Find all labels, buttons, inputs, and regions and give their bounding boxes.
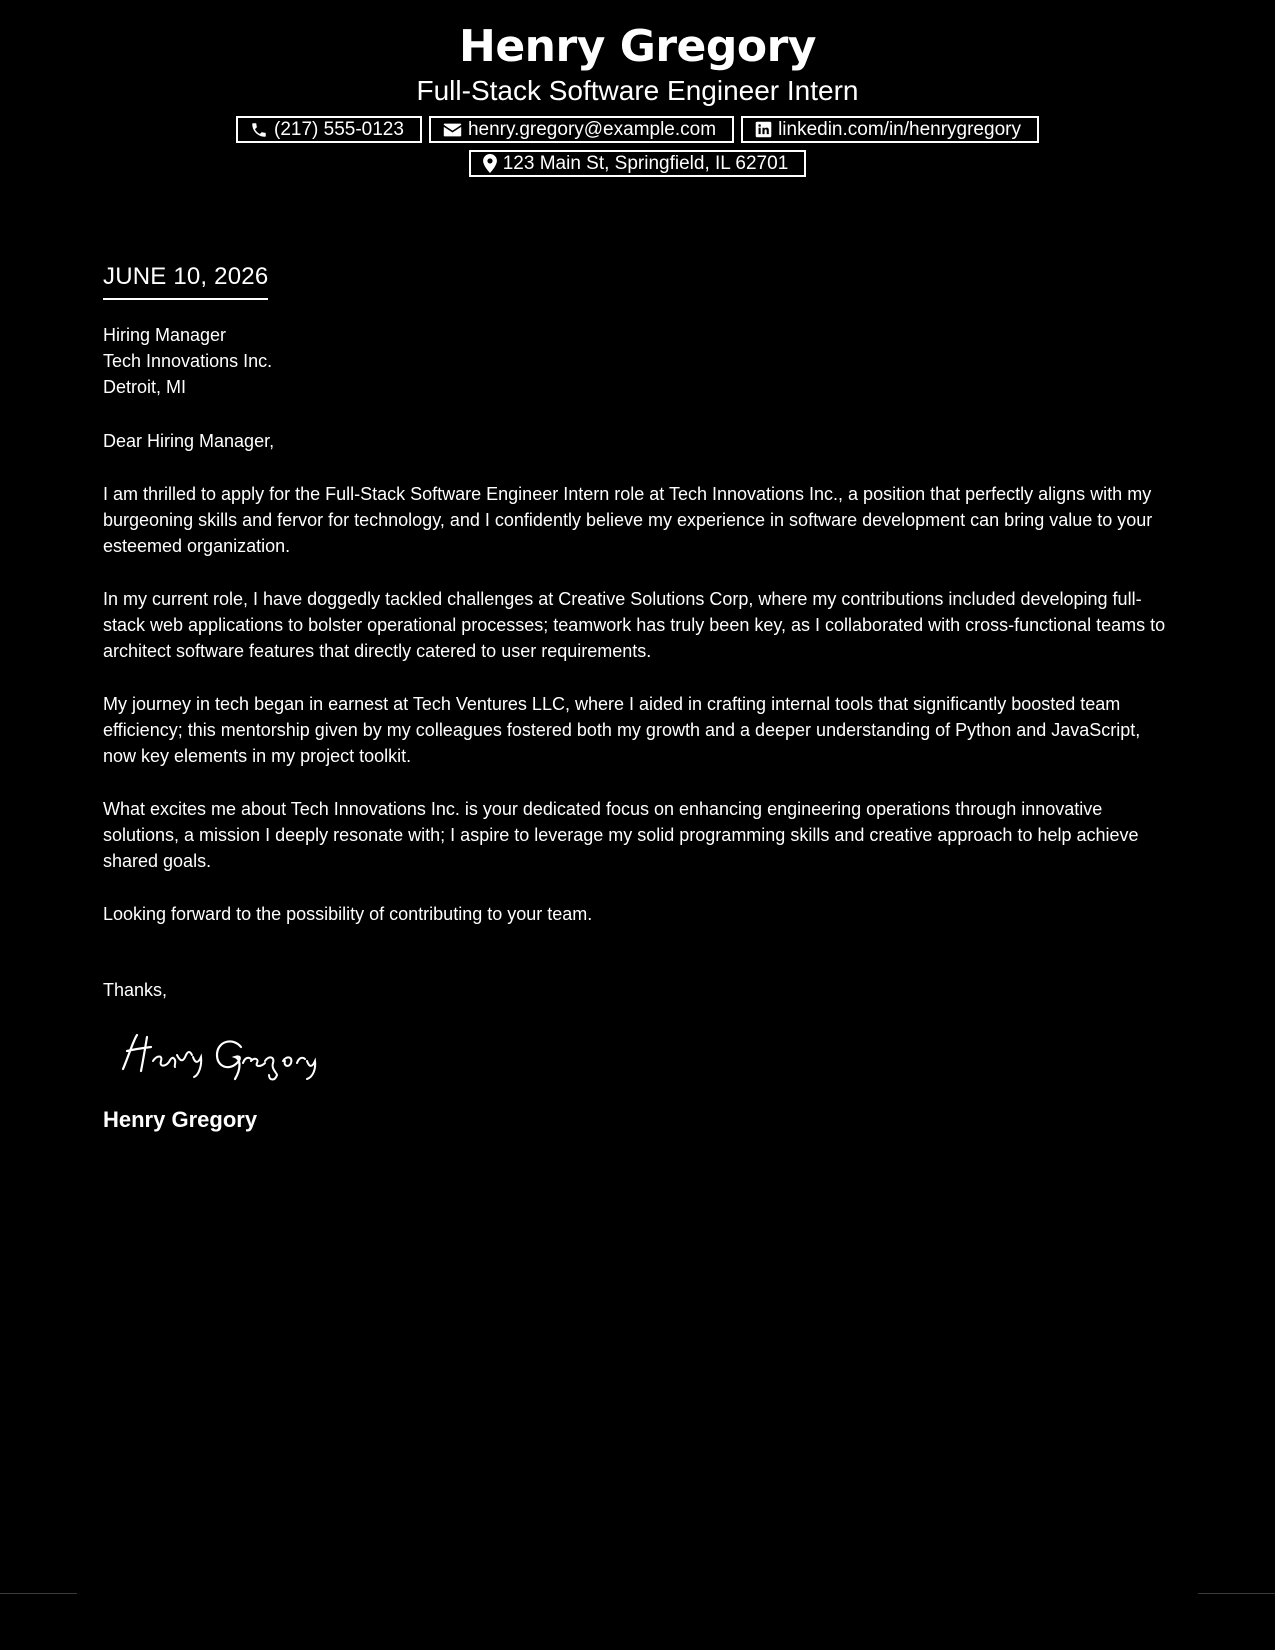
paragraph-motivation: What excites me about Tech Innovations Inc. is your dedicated focus on enhancing engineering operations through innovative solutions, a mission I deeply resonate with; I aspire to leverage my solid programming skills and creative approach to help achieve shared goals. xyxy=(103,799,1139,871)
phone-icon xyxy=(250,121,268,139)
applicant-role: Full-Stack Software Engineer Intern xyxy=(416,75,859,106)
paragraph-intro: I am thrilled to apply for the Full-Stack Software Engineer Intern role at Tech Innovations Inc., a position that perfectly aligns with my burgeoning skills and fervor for technology, and I confidently believe my experience in software development can bring value to your esteemed organization. xyxy=(103,484,1153,556)
letter-body xyxy=(103,262,1178,1134)
footer-rule-left xyxy=(0,1593,77,1594)
letter-header xyxy=(0,20,1275,184)
contact-row-primary xyxy=(0,116,1275,143)
signed-name: Henry Gregory xyxy=(103,1107,258,1132)
contact-linkedin[interactable] xyxy=(741,116,1039,143)
recipient-company: Tech Innovations Inc. xyxy=(103,351,273,371)
linkedin-text: linkedin.com/in/henrygregory xyxy=(778,118,1021,140)
contact-row-secondary xyxy=(0,150,1275,177)
paragraph-journey: My journey in tech began in earnest at Tech Ventures LLC, where I aided in crafting internal tools that significantly boosted team efficiency; this mentorship given by my colleagues fostered both my growth and a deeper understanding of Python and JavaScript, now key elements in my project toolkit. xyxy=(103,694,1141,766)
recipient-location: Detroit, MI xyxy=(103,377,187,397)
map-pin-icon xyxy=(483,154,497,173)
recipient-title: Hiring Manager xyxy=(103,325,227,345)
handwritten-signature xyxy=(117,1025,357,1085)
contact-phone[interactable] xyxy=(236,116,422,143)
contact-email[interactable] xyxy=(429,116,734,143)
contact-address[interactable] xyxy=(469,150,807,177)
letter-date: JUNE 10, 2026 xyxy=(103,262,268,300)
footer-rule-right xyxy=(1198,1593,1275,1594)
closing: Thanks, xyxy=(103,980,168,1000)
paragraph-current-role: In my current role, I have doggedly tackled challenges at Creative Solutions Corp, where my contributions included developing full-stack web applications to bolster operational processes; teamwork has truly been key, as I collaborated with cross-functional teams to architect software features that directly catered to user requirements. xyxy=(103,589,1166,661)
linkedin-icon xyxy=(755,121,772,138)
applicant-name: Henry Gregory xyxy=(459,21,816,72)
salutation: Dear Hiring Manager, xyxy=(103,431,275,451)
phone-text: (217) 555-0123 xyxy=(274,118,404,140)
recipient-block xyxy=(103,322,1178,400)
paragraph-closing-line: Looking forward to the possibility of contributing to your team. xyxy=(103,904,593,924)
envelope-icon xyxy=(443,122,462,138)
address-text: 123 Main St, Springfield, IL 62701 xyxy=(502,152,789,174)
email-text: henry.gregory@example.com xyxy=(467,118,717,140)
